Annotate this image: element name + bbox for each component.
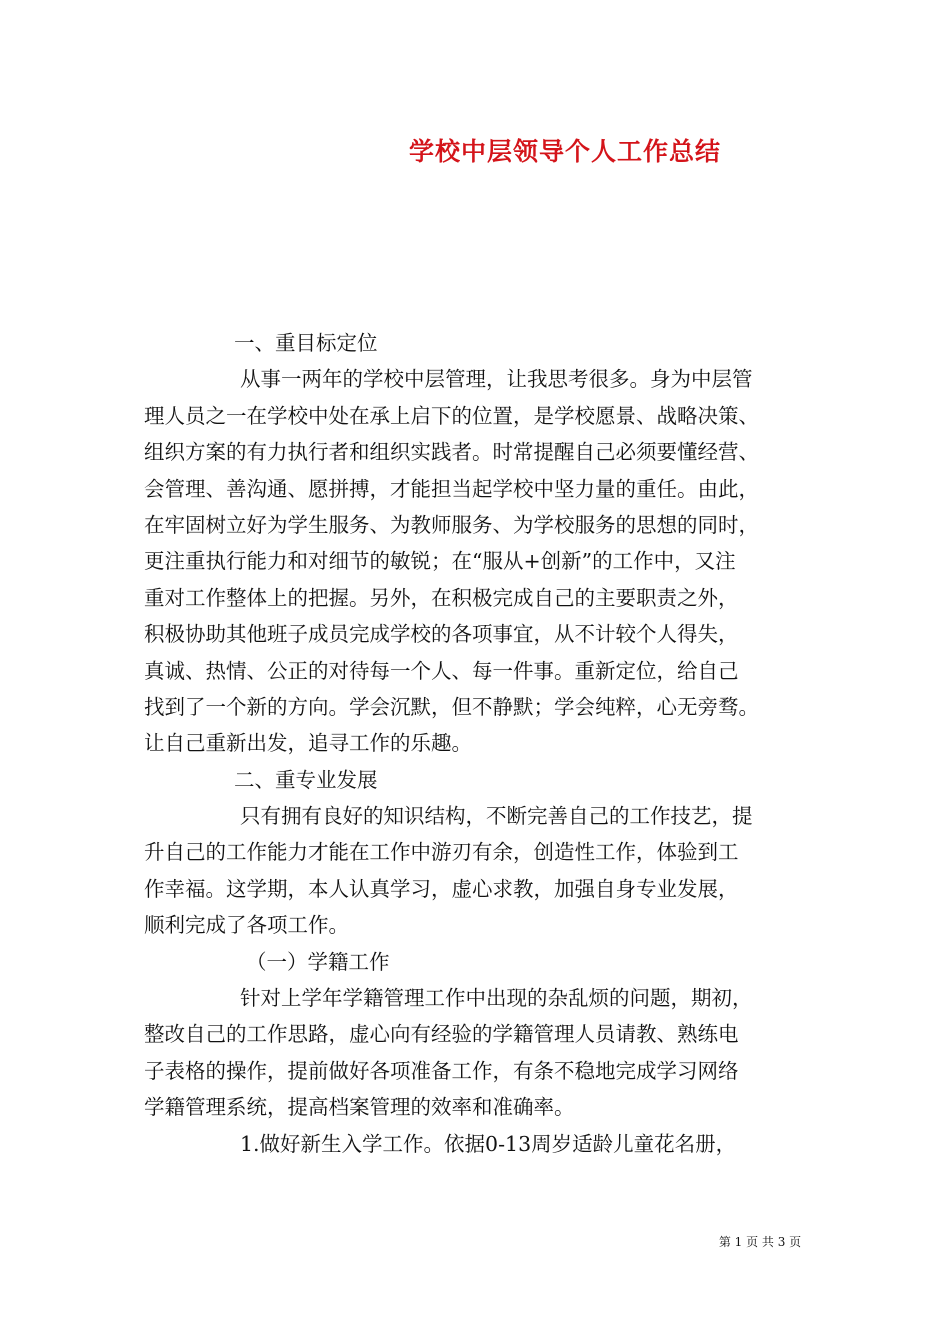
paragraph-line: 找到了一个新的方向。学会沉默，但不静默；学会纯粹，心无旁骛。 <box>144 694 759 719</box>
subsection-heading: （一）学籍工作 <box>246 949 390 974</box>
paragraph-line: 从事一两年的学校中层管理，让我思考很多。身为中层管 <box>240 367 753 392</box>
paragraph-line: 1.做好新生入学工作。依据0-13周岁适龄儿童花名册， <box>240 1131 737 1156</box>
section-heading: 二、重专业发展 <box>234 767 378 792</box>
paragraph-line: 针对上学年学籍管理工作中出现的杂乱烦的问题，期初， <box>240 986 753 1011</box>
paragraph-line: 整改自己的工作思路，虚心向有经验的学籍管理人员请教、熟练电 <box>144 1022 739 1047</box>
paragraph-line: 真诚、热情、公正的对待每一个人、每一件事。重新定位，给自己 <box>144 658 739 683</box>
paragraph-line: 学籍管理系统，提高档案管理的效率和准确率。 <box>144 1095 575 1120</box>
paragraph-line: 更注重执行能力和对细节的敏锐；在“服从+创新”的工作中，又注 <box>144 549 736 574</box>
paragraph-line: 理人员之一在学校中处在承上启下的位置，是学校愿景、战略决策、 <box>144 403 759 428</box>
paragraph-line: 让自己重新出发，追寻工作的乐趣。 <box>144 731 472 756</box>
paragraph-line: 只有拥有良好的知识结构，不断完善自己的工作技艺，提 <box>240 804 753 829</box>
page-number: 第 1 页 共 3 页 <box>718 1235 802 1249</box>
paragraph-line: 顺利完成了各项工作。 <box>144 913 349 938</box>
section-heading: 一、重目标定位 <box>234 331 378 355</box>
paragraph-line: 会管理、善沟通、愿拼搏，才能担当起学校中坚力量的重任。由此， <box>144 476 759 501</box>
paragraph-line: 组织方案的有力执行者和组织实践者。时常提醒自己必须要懂经营、 <box>144 440 759 465</box>
document-body <box>144 325 814 1162</box>
paragraph-line: 作幸福。这学期，本人认真学习，虚心求教，加强自身专业发展， <box>144 876 739 901</box>
paragraph-line: 积极协助其他班子成员完成学校的各项事宜，从不计较个人得失， <box>144 622 739 647</box>
paragraph-line: 子表格的操作，提前做好各项准备工作，有条不稳地完成学习网络 <box>144 1058 739 1083</box>
paragraph-line: 重对工作整体上的把握。另外，在积极完成自己的主要职责之外， <box>144 585 739 610</box>
paragraph-line: 升自己的工作能力才能在工作中游刃有余，创造性工作，体验到工 <box>144 840 739 865</box>
page-title: 学校中层领导个人工作总结 <box>408 137 721 166</box>
paragraph-line: 在牢固树立好为学生服务、为教师服务、为学校服务的思想的同时， <box>144 512 759 537</box>
